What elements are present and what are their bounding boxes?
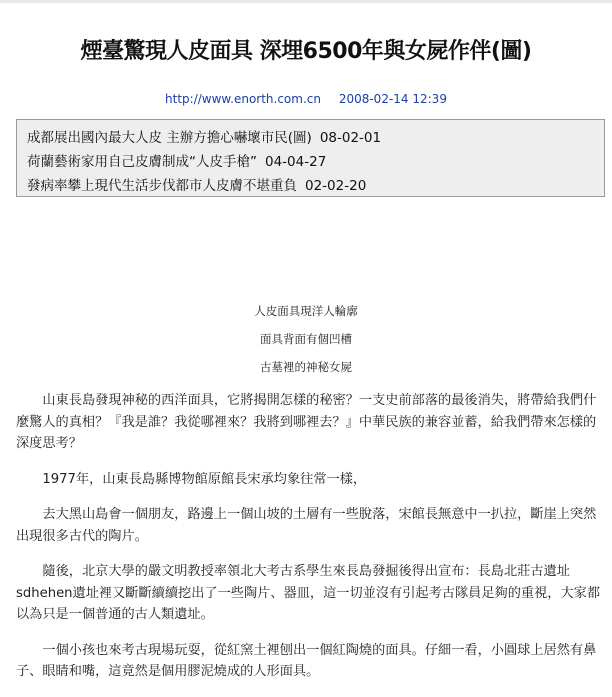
related-link[interactable] <box>27 126 381 146</box>
article-paragraph: 隨後，北京大學的嚴文明教授率領北大考古系學生來長島發掘後得出宣布：長島北莊古遺址sdhehen遺址裡又斷斷續續挖出了一些陶片、器皿，這一切並沒有引起考古隊員足夠的重視，大家都以為只是一個普通的古人類遺址。 <box>16 564 601 622</box>
article-paragraph: 去大黑山島會一個朋友，路邊上一個山坡的土層有一些脫落，宋館長無意中一扒拉，斷崖上突然出現很多古代的陶片。 <box>16 507 597 544</box>
related-link-title[interactable]: 發病率攀上現代生活步伐都市人皮膚不堪重負 <box>27 178 297 194</box>
article-body <box>16 390 604 697</box>
image-caption: 古墓裡的神秘女屍 <box>260 360 352 374</box>
related-link[interactable] <box>27 150 326 170</box>
image-caption: 人皮面具現洋人輪廓 <box>254 304 358 318</box>
related-link-title[interactable]: 荷蘭藝術家用自己皮膚制成“人皮手槍” <box>27 154 257 170</box>
related-link-date: 04-04-27 <box>265 154 327 170</box>
article-paragraph: 一個小孩也來考古現場玩耍，從紅窯土裡刨出一個紅陶燒的面具。仔細一看，小圓球上居然有鼻子、眼睛和嘴，這竟然是個用膠泥燒成的人形面具。 <box>16 642 597 679</box>
image-caption: 面具背面有個凹槽 <box>260 332 352 346</box>
article-paragraph: 1977年，山東長島縣博物館原館長宋承均象往常一樣， <box>42 471 367 487</box>
related-link-title[interactable]: 成都展出國內最大人皮 主辦方擔心嚇壞市民(圖) <box>27 130 312 146</box>
publish-date: 2008-02-14 12:39 <box>338 92 447 106</box>
related-link[interactable] <box>27 174 366 194</box>
top-divider <box>0 0 612 3</box>
article-paragraph: 山東長島發現神秘的西洋面具，它將揭開怎樣的秘密？一支史前部落的最後消失，將帶給我們什麼驚人的真相？『我是誰？我從哪裡來？我將到哪裡去？』中華民族的兼容並蓄，給我們帶來怎樣的深度思考？ <box>16 393 597 451</box>
related-link-date: 02-02-20 <box>305 178 367 194</box>
related-link-date: 08-02-01 <box>319 130 382 146</box>
article-title: 煙臺驚現人皮面具 深埋6500年與女屍作伴(圖) <box>80 39 532 64</box>
related-links-box <box>16 119 605 197</box>
article-meta <box>0 92 612 106</box>
source-link[interactable]: http://www.enorth.com.cn <box>165 92 321 106</box>
image-captions <box>0 302 612 386</box>
